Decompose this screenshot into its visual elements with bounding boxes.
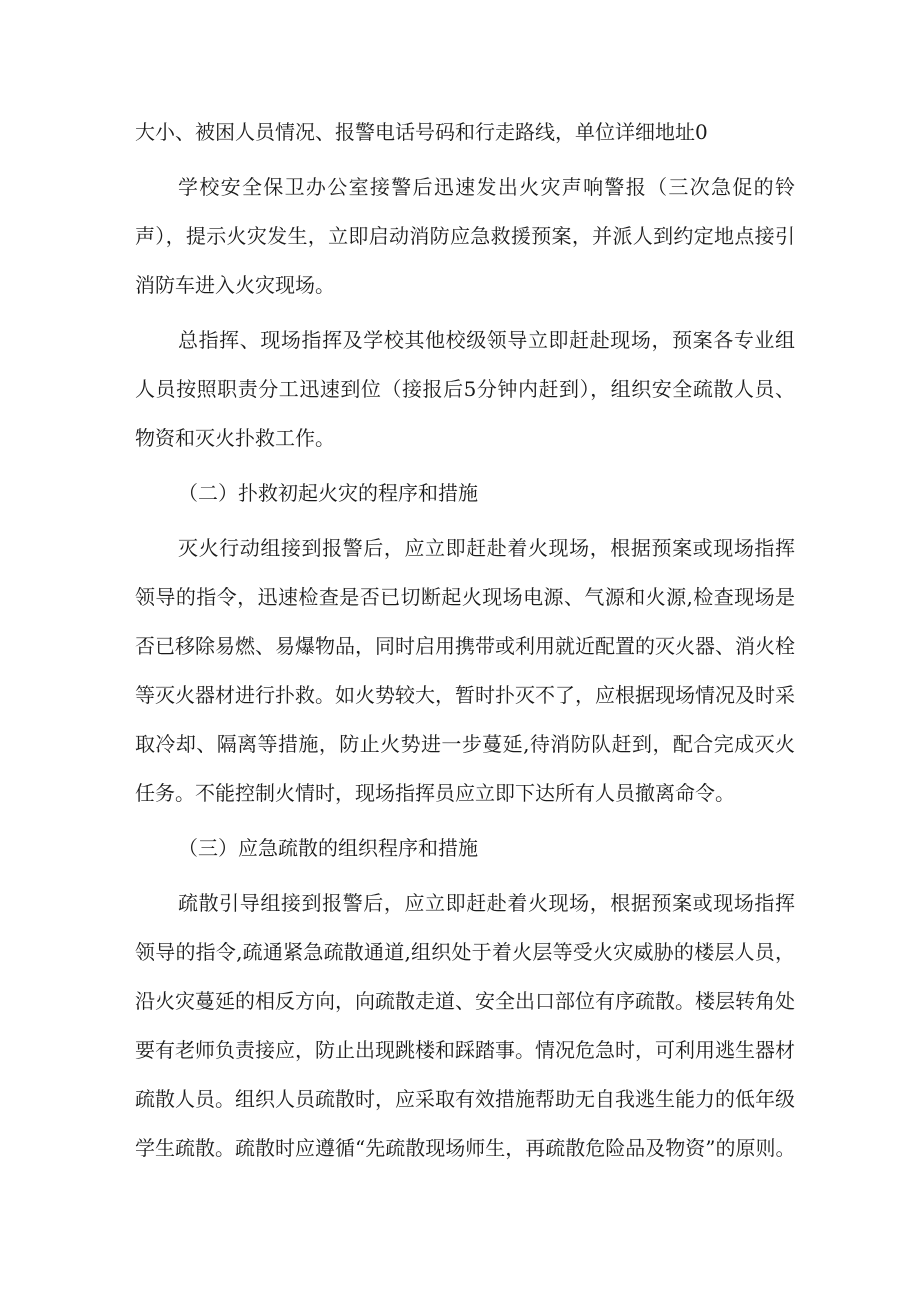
- paragraph-5-line-6: 学生疏散。疏散时应遵循“先疏散现场师生，再疏散危险品及物资”的原则。: [135, 1136, 796, 1160]
- paragraph-2-line-1: 学校安全保卫办公室接警后迅速发出火灾声响警报（三次急促的铃: [178, 175, 795, 199]
- text-line-1: 大小、被困人员情况、报警电话号码和行走路线，单位详细地址0: [135, 120, 708, 144]
- paragraph-4-line-2: 领导的指令，迅速检查是否已切断起火现场电源、气源和火源,检查现场是: [135, 585, 795, 609]
- paragraph-4-line-4: 等灭火器材进行扑救。如火势较大，暂时扑灭不了，应根据现场情况及时采: [135, 683, 795, 707]
- paragraph-4-line-5: 取冷却、隔离等措施，防止火势进一步蔓延,待消防队赶到，配合完成灭火: [135, 732, 795, 756]
- paragraph-3-line-1: 总指挥、现场指挥及学校其他校级领导立即赶赴现场，预案各专业组: [178, 328, 795, 352]
- paragraph-4-line-1: 灭火行动组接到报警后，应立即赶赴着火现场，根据预案或现场指挥: [178, 536, 795, 560]
- paragraph-3-line-2: 人员按照职责分工迅速到位（接报后5分钟内赶到），组织安全疏散人员、: [135, 377, 795, 401]
- paragraph-5-line-1: 疏散引导组接到报警后，应立即赶赴着火现场，根据预案或现场指挥: [178, 891, 795, 915]
- paragraph-2-line-2: 声），提示火灾发生，立即启动消防应急救援预案，并派人到约定地点接引: [135, 224, 795, 248]
- paragraph-3-line-3: 物资和灭火扑救工作。: [135, 426, 335, 450]
- paragraph-5-line-3: 沿火灾蔓延的相反方向，向疏散走道、安全出口部位有序疏散。楼层转角处: [135, 989, 795, 1013]
- paragraph-4-line-3: 否已移除易燃、易爆物品，同时启用携带或利用就近配置的灭火器、消火栓: [135, 634, 795, 658]
- section-heading-3: （三）应急疏散的组织程序和措施: [178, 836, 478, 860]
- paragraph-5-line-4: 要有老师负责接应，防止出现跳楼和踩踏事。情况危急时，可利用逃生器材: [135, 1038, 795, 1062]
- paragraph-5-line-5: 疏散人员。组织人员疏散时，应采取有效措施帮助无自我逃生能力的低年级: [135, 1087, 795, 1111]
- paragraph-4-line-6: 任务。不能控制火情时，现场指挥员应立即下达所有人员撤离命令。: [135, 781, 735, 805]
- paragraph-5-line-2: 领导的指令,疏通紧急疏散通道,组织处于着火层等受火灾威胁的楼层人员，: [135, 940, 795, 964]
- section-heading-2: （二）扑救初起火灾的程序和措施: [178, 481, 478, 505]
- paragraph-2-line-3: 消防车进入火灾现场。: [135, 273, 335, 297]
